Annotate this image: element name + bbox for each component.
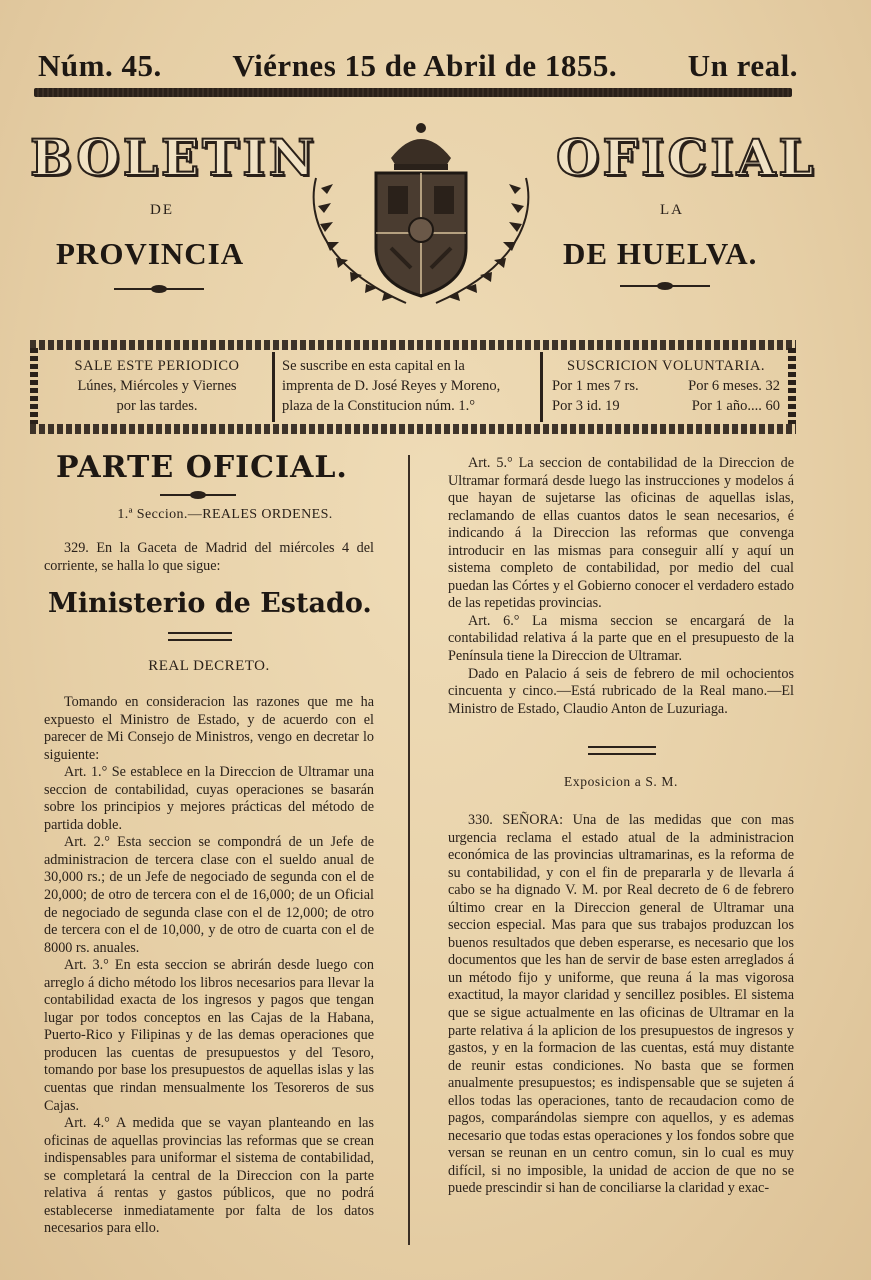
ornament-border-top bbox=[30, 340, 796, 350]
intro-paragraph bbox=[44, 540, 374, 575]
section-subheading: 1.ª Seccion.—REALES ORDENES. bbox=[117, 507, 333, 522]
issue-date: Viérnes 15 de Abril de 1855. bbox=[232, 48, 618, 83]
price-right: Por 1 año.... 60 bbox=[691, 398, 780, 414]
title-oficial: OFICIAL bbox=[556, 128, 817, 187]
prices-title: SUSCRICION VOLUNTARIA. bbox=[566, 358, 766, 374]
header-rule bbox=[34, 88, 792, 97]
paragraph: 329. En la Gaceta de Madrid del miércoles 4 del corriente, se halla lo que sigue: bbox=[44, 540, 374, 574]
left-column-body bbox=[44, 694, 374, 1238]
paragraph: Art. 3.° En esta seccion se abrirán desde luego con arreglo á dicho método los libros necesarios para llevar la contabilidad exacta de los ingresos y pagos que tengan lugar por todos conceptos en las Cajas de la Habana, Puerto-Rico y Filipinas y de las demas operaciones que producen las cuentas de presupuestos y del Tesoro, tomando por base los presupuestos de aquellas islas y las cuentas que rindan mensualmente los Tesoreros de sus Cajas. bbox=[44, 957, 374, 1114]
issue-line bbox=[38, 48, 798, 88]
location-line-2: imprenta de D. José Reyes y Moreno, bbox=[282, 378, 501, 394]
exposicion-rule bbox=[588, 746, 656, 755]
price-left: Por 3 id. 19 bbox=[552, 398, 620, 414]
subscription-divider-2 bbox=[540, 352, 543, 422]
ornament-right bbox=[620, 285, 710, 287]
publication-schedule bbox=[48, 356, 266, 416]
decree-heading: REAL DECRETO. bbox=[148, 658, 270, 674]
paragraph: Art. 1.° Se establece en la Direccion de Ultramar una seccion de contabilidad, cuyas operaciones se basarán sobre los principios y mejores prácticas del método de partida doble. bbox=[44, 764, 374, 833]
paragraph: Tomando en consideracion las razones que me ha expuesto el Ministro de Estado, y de acuerdo con el parecer de Mi Consejo de Ministros, vengo en decretar lo siguiente: bbox=[44, 694, 374, 763]
subscription-location bbox=[282, 356, 536, 416]
ornament-border-bottom bbox=[30, 424, 796, 434]
title-boletin: BOLETIN bbox=[30, 128, 318, 187]
section-heading: PARTE OFICIAL. bbox=[56, 450, 348, 485]
paragraph: Art. 5.° La seccion de contabilidad de la Direccion de Ultramar formará desde luego las instrucciones y modelos á que hayan de sujetarse las oficinas de aquellas islas, reclamando de ellas cuantos datos le sean necesarios, é indicando á la Direccion las reformas que convenga introducir en las mismas para conseguir allí y aquí un sistema completo de contabilidad, por medio del cual puedan las Córtes y el Gobierno conocer el verdadero estado de las repetidas provincias. bbox=[448, 455, 794, 612]
ornament-border-left bbox=[30, 348, 38, 424]
paragraph: Art. 4.° A medida que se vayan planteando en las oficinas de aquellas provincias las reformas que se crean indispensables para uniformar el sistema de contabilidad, se completará la central de la Direccion con la parte relativa á rentas y gastos públicos, que no podrá establecerse inmediatamente por falta de los datos necesarios para ello. bbox=[44, 1115, 374, 1237]
title-de: DE bbox=[150, 202, 174, 218]
title-la: LA bbox=[660, 202, 684, 218]
schedule-line-1: SALE ESTE PERIODICO bbox=[74, 358, 240, 374]
price-right: Por 6 meses. 32 bbox=[688, 378, 780, 394]
schedule-line-2: Lúnes, Miércoles y Viernes bbox=[77, 378, 237, 394]
schedule-line-3: por las tardes. bbox=[116, 398, 198, 414]
title-provincia: PROVINCIA bbox=[56, 236, 245, 271]
subscription-prices bbox=[552, 356, 780, 416]
location-line-1: Se suscribe en esta capital en la bbox=[282, 358, 465, 374]
paragraph: Art. 6.° La misma seccion se encargará de la contabilidad relativa á la parte que en el presupuesto de la Península tiene la Direccion de Ultramar. bbox=[448, 612, 794, 665]
coat-of-arms-emblem bbox=[296, 118, 546, 314]
title-huelva: DE HUELVA. bbox=[563, 236, 758, 271]
exposicion-heading: Exposicion a S. M. bbox=[564, 774, 678, 789]
price-row bbox=[552, 376, 780, 396]
ornament-left bbox=[114, 288, 204, 290]
issue-price: Un real. bbox=[687, 48, 798, 83]
ministry-rule bbox=[168, 632, 232, 641]
price-left: Por 1 mes 7 rs. bbox=[552, 378, 639, 394]
heading-ornament bbox=[160, 494, 236, 496]
subscription-divider-1 bbox=[272, 352, 275, 422]
paragraph: 330. SEÑORA: Una de las medidas que con mas urgencia reclama el estado atual de la administracion económica de las provincias ultramarinas, es la reforma de su contabilidad, y con el fin de prepararla y de llevarla á cabo se ha dignado V. M. por Real decreto de 6 de febrero último crear en la Direccion general de Ultramar una seccion especial. Mas para que sus trabajos produzcan los buenos resultados que deben esperarse, es necesario que los documentos que les han de servir de base esten arreglados á un método fijo y uniforme, que reuna á la mas vigorosa exactitud, la mayor claridad y sencillez posibles. El sistema que se sigue actualmente en las oficinas de Ultramar en la parte relativa á la aplicion de los presupuestos de ingresos y gastos, y en la formacion de las cuentas, está muy distante de reunir estas condiciones. No basta que se formen anualmente presupuestos; es indispensable que se sujeten á ellos todas las operaciones, tanto de recaudacion como de pagos, comparándolas siempre con aquellos, y es ademas necesario que todas estas operaciones y los fondos sobre que versan se reunan en un centro comun, sin lo cual es muy difícil, si no imposible, la unidad de accion de que no se puede prescindir si han de conciliarse la claridad y exac- bbox=[448, 812, 794, 1197]
column-divider bbox=[408, 455, 410, 1245]
issue-number: Núm. 45. bbox=[38, 48, 162, 83]
exposicion-body bbox=[448, 812, 794, 1198]
paragraph: Dado en Palacio á seis de febrero de mil ochocientos cincuenta y cinco.—Está rubricado de la Real mano.—El Ministro de Estado, Claudio Anton de Luzuriaga. bbox=[448, 665, 794, 717]
ministry-heading: Ministerio de Estado. bbox=[48, 588, 372, 619]
location-line-3: plaza de la Constitucion núm. 1.° bbox=[282, 398, 476, 414]
ornament-border-right bbox=[788, 348, 796, 424]
paragraph: Art. 2.° Esta seccion se compondrá de un Jefe de administracion de tercera clase con el sueldo anual de 30,000 rs.; de un Jefe de negociado de segunda con el de 20,000; de otro de tercera con el de 16,000; de un Oficial de negociado de segunda clase con el de 12,000; de otro de tercera con el de 10,000, y de otro de cuarta con el de 8000 rs. anuales. bbox=[44, 834, 374, 956]
price-row bbox=[552, 396, 780, 416]
right-column-body bbox=[448, 455, 794, 718]
